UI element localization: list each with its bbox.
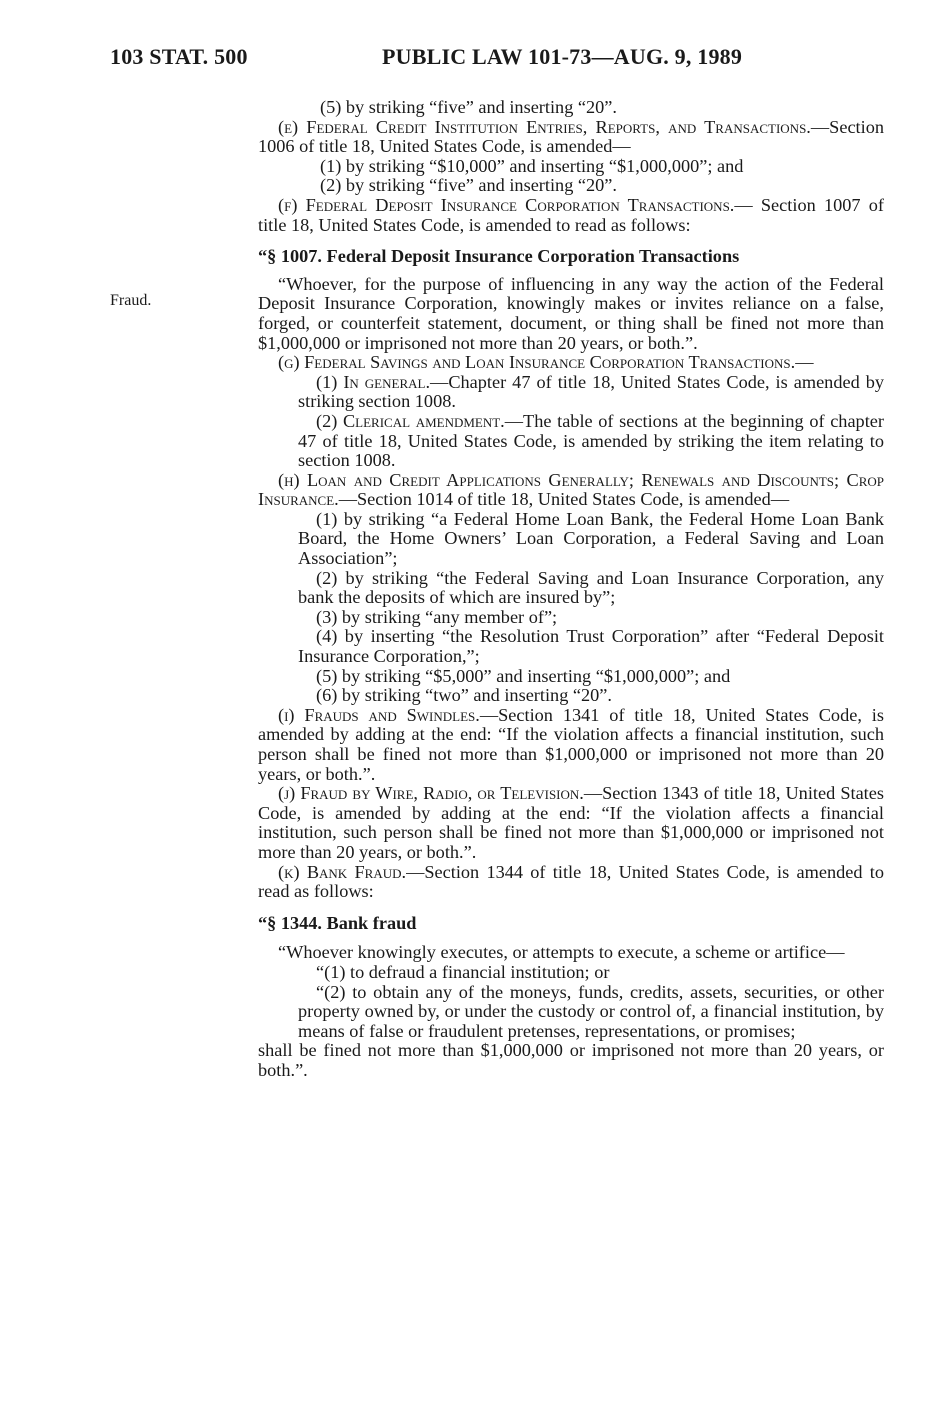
subsection-heading: (i) Frauds and Swindles. — [278, 704, 480, 725]
document-body — [258, 98, 884, 1081]
section-1344-text: “Whoever knowingly executes, or attempts to execute, a scheme or artifice— — [278, 942, 845, 963]
section-1344-heading: “§ 1344. Bank fraud — [258, 912, 417, 933]
page-header — [110, 44, 890, 84]
paragraph-h4: (4) by inserting “the Resolution Trust Corporation” after “Federal Deposit Insurance Corporation,”; — [298, 626, 884, 667]
paragraph-text: —Chapter 47 of title 18, United States Code, is amended by striking section 1008. — [298, 371, 885, 412]
subsection-text: — — [795, 352, 814, 373]
paragraph-i — [258, 706, 884, 784]
paragraph-h3: (3) by striking “any member of”; — [316, 606, 558, 627]
paragraph-heading: (2) Clerical amendment. — [316, 410, 505, 431]
section-1344-clause-2: “(2) to obtain any of the moneys, funds, credits, assets, securities, or other property owned by, or under the custody or control of, a financial institution, by means of false or fraudulent pretenses, representations, or promises; — [298, 981, 884, 1041]
paragraph-f — [258, 196, 884, 235]
subsection-heading: (g) Federal Savings and Loan Insurance Corporation Transactions. — [278, 352, 796, 373]
margin-note: Fraud. — [110, 292, 152, 309]
paragraph-g — [258, 353, 884, 373]
running-title: PUBLIC LAW 101-73—AUG. 9, 1989 — [382, 44, 743, 69]
paragraph-g1 — [258, 373, 884, 412]
paragraph-text: —The table of sections at the beginning of chapter 47 of title 18, United States Code, is amended by striking the item relating to section 1008. — [298, 410, 884, 471]
paragraph-g2 — [258, 412, 884, 471]
stat-page-number: 103 STAT. 500 — [110, 44, 248, 69]
paragraph-h5: (5) by striking “$5,000” and inserting “$1,000,000”; and — [316, 665, 731, 686]
paragraph-h — [258, 471, 884, 510]
subsection-text: —Section 1014 of title 18, United States Code, is amended— — [338, 489, 790, 510]
subsection-text: —Section 1341 of title 18, United States Code, is amended by adding at the end: “If the violation affects a financial institution, such person shall be fined not more than $1,000,000 or imprisoned not more than 20 years, or both.”. — [258, 704, 884, 784]
paragraph-d5: (5) by striking “five” and inserting “20”. — [320, 97, 617, 117]
section-1007-heading: “§ 1007. Federal Deposit Insurance Corporation Transactions — [258, 246, 740, 267]
subsection-heading: (k) Bank Fraud. — [278, 861, 407, 882]
subsection-heading: (e) Federal Credit Institution Entries, Reports, and Transactions. — [278, 116, 811, 137]
paragraph-h6: (6) by striking “two” and inserting “20”. — [316, 685, 612, 706]
section-1344-clause-1: “(1) to defraud a financial institution; or — [316, 961, 610, 982]
subsection-heading: (f) Federal Deposit Insurance Corporation Transactions. — [278, 194, 735, 215]
subsection-heading: (h) Loan and Credit Applications Generally; Renewals and Discounts; Crop Insurance. — [258, 469, 884, 510]
paragraph-e1: (1) by striking “$10,000” and inserting “$1,000,000”; and — [320, 155, 744, 176]
paragraph-j — [258, 784, 884, 862]
subsection-text: —Section 1006 of title 18, United States Code, is amended— — [258, 116, 884, 157]
paragraph-h1: (1) by striking “a Federal Home Loan Bank, the Federal Home Loan Bank Board, the Home Owners’ Loan Corporation, a Federal Saving and Loan Association”; — [298, 508, 884, 569]
subsection-heading: (j) Fraud by Wire, Radio, or Television. — [278, 783, 584, 804]
paragraph-heading: (1) In general. — [316, 371, 431, 392]
paragraph-k — [258, 863, 884, 902]
section-1007-text: “Whoever, for the purpose of influencing in any way the action of the Federal Deposit Insurance Corporation, knowingly makes or invites reliance on a false, forged, or counterfeit statement, document, or thing shall be fined not more than $1,000,000 or imprisoned not more than 20 years, or both.”. — [258, 273, 884, 353]
subsection-text: —Section 1344 of title 18, United States Code, is amended to read as follows: — [258, 861, 885, 902]
section-1344-penalty: shall be fined not more than $1,000,000 or imprisoned not more than 20 years, or both.”. — [258, 1040, 884, 1080]
subsection-text: — Section 1007 of title 18, United States Code, is amended to read as follows: — [258, 194, 884, 235]
paragraph-h2: (2) by striking “the Federal Saving and Loan Insurance Corporation, any bank the deposits of which are insured by”; — [298, 567, 884, 608]
paragraph-e — [258, 118, 884, 157]
subsection-text: —Section 1343 of title 18, United States Code, is amended by adding at the end: “If the violation affects a financial institution, such person shall be fined not more than $1,000,000 or imprisoned not more than 20 years, or both.”. — [258, 783, 884, 862]
paragraph-e2: (2) by striking “five” and inserting “20”. — [320, 175, 617, 196]
